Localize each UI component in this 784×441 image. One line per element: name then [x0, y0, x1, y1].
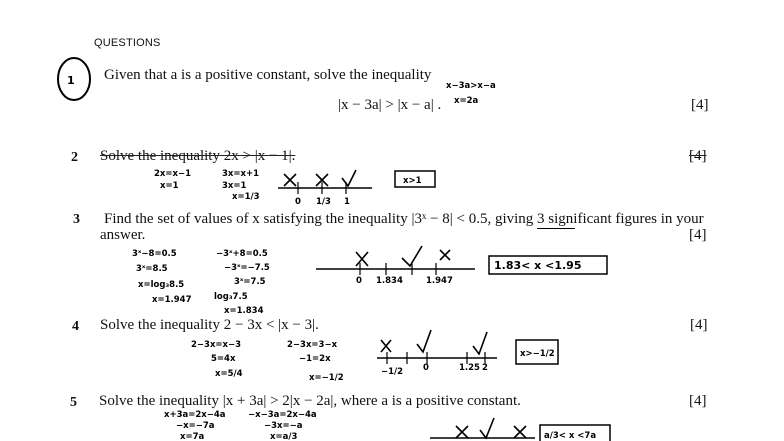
question-4-number: 4 [72, 319, 79, 334]
q4-work-3: x=5/4 [215, 369, 243, 379]
cross-mark-icon [284, 174, 296, 186]
q3-work-3: x=log₃8.5 [138, 280, 185, 290]
q4-work-6: x=−1/2 [309, 373, 344, 383]
cross-mark-icon [456, 426, 468, 438]
check-mark-icon [342, 170, 356, 186]
question-3-prompt-cont: answer. [100, 227, 146, 243]
check-mark-icon [473, 332, 487, 354]
question-4-prompt: Solve the inequality 2 − 3x < |x − 3|. [100, 317, 319, 333]
question-5-prompt: Solve the inequality |x + 3a| > 2|x − 2a|, where a is a positive constant. [99, 393, 521, 409]
q2-work-4: 3x=1 [222, 181, 247, 191]
q3-work-6: −3ˣ=−7.5 [224, 263, 270, 273]
q3-answer: 1.83< x <1.95 [494, 259, 582, 272]
q5-work-3: x=7a [180, 432, 205, 441]
q5-answer: a/3< x <7a [544, 431, 597, 441]
check-mark-icon [402, 246, 422, 266]
question-1-prompt: Given that a is a positive constant, solve the inequality [104, 67, 432, 83]
question-5-marks: [4] [689, 393, 707, 409]
q4-answer: x>−1/2 [520, 349, 555, 359]
question-4-working [185, 328, 565, 390]
q2-tick-third: 1/3 [316, 197, 331, 207]
q4-work-4: 2−3x=3−x [287, 340, 338, 350]
q5-work-6: x=a/3 [270, 432, 298, 441]
question-5-number: 5 [70, 395, 77, 410]
q4-tick-neg-half: −1/2 [381, 367, 404, 377]
question-5-working [160, 406, 620, 441]
q3-work-1: 3ˣ−8=0.5 [132, 249, 177, 259]
q3-work-8: log₃7.5 [214, 292, 248, 302]
question-1-expression: |x − 3a| > |x − a| . [338, 97, 442, 113]
question-3-number: 3 [73, 212, 80, 227]
q2-work-2: x=1 [160, 181, 179, 191]
circled-question-marker [54, 54, 94, 104]
underline-significant [537, 228, 575, 229]
question-3-working [130, 244, 620, 318]
question-2-marks: [4] [689, 148, 707, 164]
q4-tick-0: 0 [423, 363, 429, 373]
q3-work-4: x=1.947 [152, 295, 192, 305]
cross-mark-icon [514, 426, 526, 438]
question-1-working [440, 78, 550, 108]
question-4-marks: [4] [690, 317, 708, 333]
q5-work-4: −x−3a=2x−4a [248, 410, 317, 420]
question-3-prompt: Find the set of values of x satisfying the inequality |3ˣ − 8| < 0.5, giving 3 significant figures in your [104, 211, 704, 227]
check-mark-icon [417, 330, 431, 352]
question-3-marks: [4] [689, 227, 707, 243]
q5-work-5: −3x=−a [264, 421, 303, 431]
q3-tick-1834: 1.834 [376, 276, 403, 286]
question-2-prompt: Solve the inequality 2x > |x − 1|. [100, 148, 296, 164]
question-1-number: 1 [67, 74, 75, 87]
question-2-number: 2 [71, 150, 78, 165]
q3-work-7: 3ˣ=7.5 [234, 277, 266, 287]
cross-mark-icon [440, 250, 450, 260]
q4-work-1: 2−3x=x−3 [191, 340, 242, 350]
question-1-marks: [4] [691, 97, 709, 113]
q5-work-1: x+3a=2x−4a [164, 410, 226, 420]
q2-work-3: 3x=x+1 [222, 169, 260, 179]
q4-work-5: −1=2x [299, 354, 331, 364]
q1-work-line-2: x=2a [454, 96, 479, 106]
q2-answer: x>1 [403, 176, 422, 186]
question-2-working [150, 166, 450, 208]
q3-tick-0: 0 [356, 276, 362, 286]
q4-work-2: 5=4x [211, 354, 236, 364]
q4-tick-2: 2 [482, 363, 488, 373]
check-mark-icon [480, 418, 494, 438]
cross-mark-icon [381, 340, 391, 352]
q3-work-9: x=1.834 [224, 306, 264, 316]
q2-tick-0: 0 [295, 197, 301, 207]
q1-work-line-1: x−3a>x−a [446, 81, 496, 91]
q5-work-2: −x=−7a [176, 421, 215, 431]
section-header: QUESTIONS [94, 37, 161, 49]
q2-work-5: x=1/3 [232, 192, 260, 202]
q2-work-1: 2x=x−1 [154, 169, 192, 179]
q3-work-2: 3ˣ=8.5 [136, 264, 168, 274]
q4-tick-125: 1.25 [459, 363, 480, 373]
q3-tick-1947: 1.947 [426, 276, 453, 286]
cross-mark-icon [356, 252, 368, 266]
q2-tick-1: 1 [344, 197, 350, 207]
q3-work-5: −3ˣ+8=0.5 [216, 249, 268, 259]
